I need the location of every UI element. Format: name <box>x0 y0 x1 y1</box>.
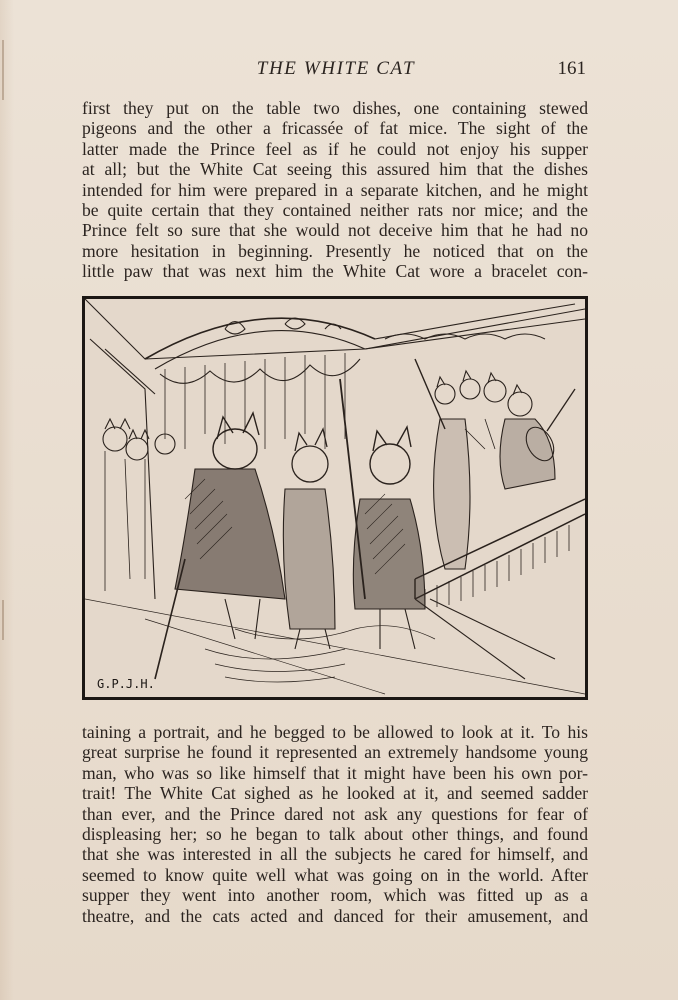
text-line: little paw that was next him the White Cat wore a bracelet con- <box>82 261 588 282</box>
running-title: THE WHITE CAT <box>256 58 416 79</box>
text-line: at all; but the White Cat seeing this assured him that the dishes <box>82 159 588 180</box>
text-line: more hesitation in beginning. Presently he noticed that on the <box>82 240 588 261</box>
text-line: first they put on the table two dishes, one containing stewed <box>82 98 588 118</box>
text-line: intended for him were prepared in a separate kitchen, and he might <box>82 179 588 200</box>
text-line: displeasing her; so he began to talk about other things, and found <box>82 824 588 845</box>
illustration-cats-theatre <box>82 296 588 700</box>
text-block-top <box>82 98 588 282</box>
page-edge-mark <box>2 600 4 640</box>
page-number: 161 <box>557 58 586 79</box>
text-block-bottom <box>82 722 588 926</box>
text-line: than ever, and the Prince dared not ask any questions for fear of <box>82 803 588 824</box>
text-line: Prince felt so sure that she would not deceive him that he had no <box>82 220 588 241</box>
illustration-signature: G.P.J.H. <box>97 677 155 691</box>
text-line: be quite certain that they contained neither rats nor mice; and the <box>82 200 588 221</box>
text-line: great surprise he found it represented an extremely handsome young <box>82 742 588 763</box>
text-line: man, who was so like himself that it might have been his own por- <box>82 762 588 783</box>
illustration-drawing <box>85 299 585 697</box>
text-line: taining a portrait, and he begged to be allowed to look at it. To his <box>82 722 588 742</box>
text-line: supper they went into another room, which was fitted up as a <box>82 885 588 906</box>
text-line: theatre, and the cats acted and danced for their amusement, and <box>82 905 588 926</box>
text-line: that she was interested in all the subjects he cared for himself, and <box>82 844 588 865</box>
text-line: pigeons and the other a fricassée of fat mice. The sight of the <box>82 118 588 139</box>
page-edge-mark <box>2 40 4 100</box>
text-line: seemed to know quite well what was going on in the world. After <box>82 864 588 885</box>
running-head <box>82 58 590 84</box>
text-line: trait! The White Cat sighed as he looked at it, and seemed sadder <box>82 783 588 804</box>
text-line: latter made the Prince feel as if he could not enjoy his supper <box>82 138 588 159</box>
